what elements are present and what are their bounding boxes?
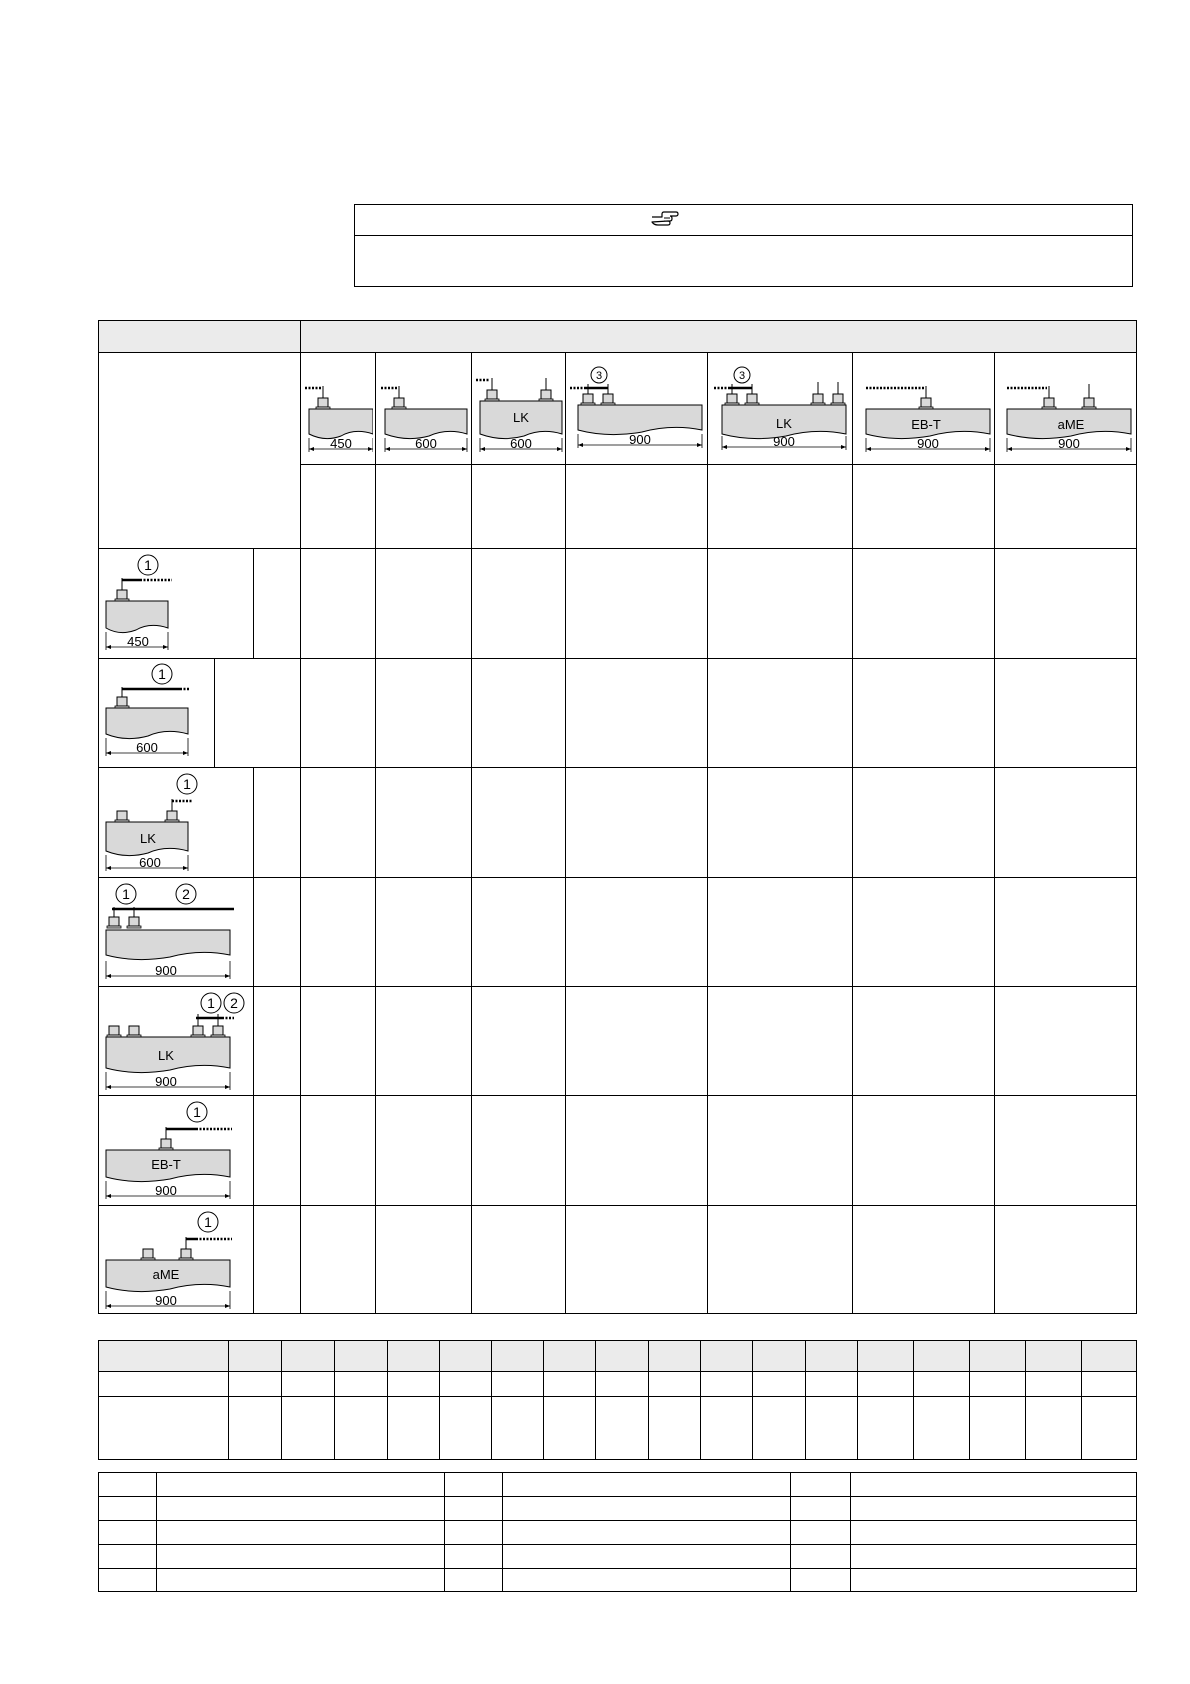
module-600-lk-left [100, 771, 252, 875]
module-900-ame-top [997, 380, 1135, 464]
svg-text:3: 3 [738, 370, 746, 382]
svg-text:900: 900 [1058, 436, 1080, 451]
svg-text:900: 900 [629, 432, 651, 447]
svg-text:900: 900 [773, 434, 795, 449]
svg-text:LK: LK [776, 416, 792, 431]
svg-text:1: 1 [158, 666, 166, 682]
svg-text:LK: LK [140, 831, 156, 846]
module-600-top [381, 380, 473, 464]
svg-text:LK: LK [158, 1048, 174, 1063]
svg-text:600: 600 [510, 436, 532, 451]
module-600-left [100, 662, 212, 766]
svg-text:900: 900 [155, 963, 177, 978]
module-450-left [100, 552, 252, 656]
svg-text:2: 2 [230, 995, 238, 1011]
svg-text:LK: LK [513, 410, 529, 425]
svg-text:EB-T: EB-T [151, 1157, 181, 1172]
svg-text:aME: aME [1057, 417, 1085, 432]
module-900-left [100, 881, 252, 985]
svg-text:1: 1 [204, 1214, 212, 1230]
module-width-label: 450 [330, 436, 352, 451]
svg-text:900: 900 [917, 436, 939, 451]
svg-text:1: 1 [122, 886, 130, 902]
module-900-lk-left [100, 990, 252, 1094]
svg-text:450: 450 [127, 634, 149, 649]
note-box [354, 204, 1133, 287]
svg-text:EB-T: EB-T [911, 417, 941, 432]
svg-text:2: 2 [182, 886, 190, 902]
pointing-hand-icon [650, 209, 680, 229]
svg-text:600: 600 [139, 855, 161, 870]
svg-text:aME: aME [152, 1267, 180, 1282]
svg-text:600: 600 [136, 740, 158, 755]
svg-text:900: 900 [155, 1074, 177, 1089]
svg-text:1: 1 [144, 557, 152, 573]
svg-text:1: 1 [207, 995, 215, 1011]
svg-text:600: 600 [415, 436, 437, 451]
svg-text:3: 3 [595, 370, 603, 382]
module-900-ebt-left [100, 1099, 252, 1203]
module-450-top [303, 380, 373, 464]
svg-text:900: 900 [155, 1183, 177, 1198]
module-900-lk-top [710, 364, 850, 464]
svg-text:900: 900 [155, 1293, 177, 1308]
module-900-ame-left [100, 1209, 252, 1313]
svg-text:1: 1 [193, 1104, 201, 1120]
svg-text:1: 1 [183, 776, 191, 792]
module-600-lk-top [474, 376, 566, 464]
module-900-top [568, 364, 706, 464]
module-900-ebt-top [856, 380, 992, 464]
note-box-divider [354, 235, 1133, 236]
